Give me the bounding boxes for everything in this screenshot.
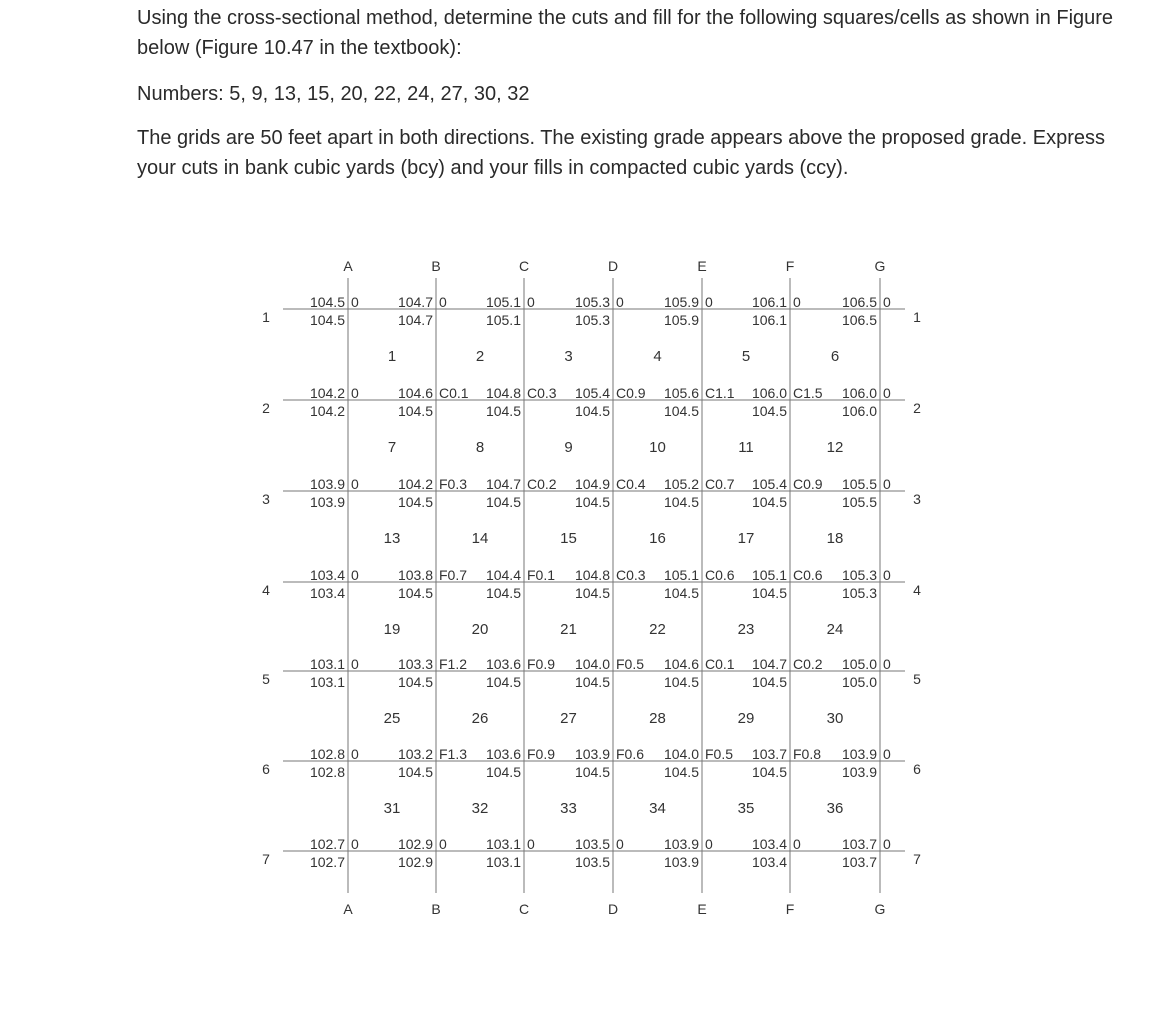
existing-elevation: 105.1 <box>663 567 699 583</box>
cell-number: 21 <box>560 621 577 638</box>
cell-number: 32 <box>471 800 489 817</box>
existing-elevation: 105.4 <box>751 476 787 492</box>
cell-number: 7 <box>387 439 397 456</box>
proposed-elevation: 103.9 <box>309 494 345 510</box>
proposed-elevation: 105.3 <box>841 585 877 601</box>
existing-elevation: 103.4 <box>309 567 345 583</box>
cell-number: 12 <box>826 439 844 456</box>
proposed-elevation: 104.5 <box>751 494 787 510</box>
cell-number: 22 <box>649 621 666 638</box>
proposed-elevation: 105.9 <box>663 312 699 328</box>
proposed-elevation: 105.3 <box>574 312 610 328</box>
row-label-left: 3 <box>262 491 270 507</box>
existing-elevation: 102.9 <box>397 836 433 852</box>
proposed-elevation: 106.1 <box>751 312 787 328</box>
cell-number: 28 <box>649 710 666 727</box>
row-label-right: 6 <box>913 761 921 777</box>
cut-fill-value: 0 <box>616 836 624 852</box>
existing-elevation: 102.8 <box>309 746 345 762</box>
proposed-elevation: 104.5 <box>663 403 699 419</box>
cut-fill-value: C1.5 <box>793 385 823 401</box>
proposed-elevation: 103.9 <box>841 764 877 780</box>
column-label-bottom: E <box>697 901 707 917</box>
cut-fill-value: C0.1 <box>705 656 735 672</box>
cell-number: 31 <box>383 800 401 817</box>
proposed-elevation: 104.2 <box>309 403 345 419</box>
proposed-elevation: 104.5 <box>397 674 433 690</box>
existing-elevation: 103.5 <box>574 836 610 852</box>
row-label-right: 1 <box>913 309 921 325</box>
existing-elevation: 105.9 <box>663 294 699 310</box>
proposed-elevation: 103.5 <box>574 854 610 870</box>
proposed-elevation: 104.5 <box>663 494 699 510</box>
column-label-top: E <box>697 258 707 274</box>
cell-number: 20 <box>471 621 489 638</box>
existing-elevation: 104.9 <box>574 476 610 492</box>
proposed-elevation: 103.1 <box>309 674 345 690</box>
cell-number: 34 <box>649 800 666 817</box>
existing-elevation: 105.5 <box>841 476 877 492</box>
existing-elevation: 104.4 <box>485 567 521 583</box>
cut-fill-value: 0 <box>883 656 891 672</box>
row-label-left: 1 <box>262 309 270 325</box>
cut-fill-value: 0 <box>439 294 447 310</box>
cut-fill-value: 0 <box>351 656 359 672</box>
cell-number: 18 <box>826 530 844 547</box>
row-label-left: 4 <box>262 582 270 598</box>
proposed-elevation: 104.5 <box>751 403 787 419</box>
existing-elevation: 103.6 <box>485 656 521 672</box>
cell-number: 4 <box>653 348 662 365</box>
cut-fill-value: F0.9 <box>527 746 556 762</box>
existing-elevation: 103.9 <box>663 836 699 852</box>
existing-elevation: 104.5 <box>309 294 345 310</box>
cell-number: 5 <box>741 348 751 365</box>
proposed-elevation: 103.9 <box>663 854 699 870</box>
cut-fill-value: F0.7 <box>439 567 468 583</box>
problem-numbers: Numbers: 5, 9, 13, 15, 20, 22, 24, 27, 30, 32 <box>137 83 530 105</box>
existing-elevation: 105.0 <box>841 656 877 672</box>
column-label-top: G <box>874 258 886 274</box>
column-label-top: A <box>343 258 353 274</box>
cut-fill-value: C0.3 <box>527 385 557 401</box>
row-label-right: 4 <box>913 582 921 598</box>
proposed-elevation: 103.4 <box>309 585 345 601</box>
existing-elevation: 104.7 <box>751 656 787 672</box>
cut-fill-value: 0 <box>705 294 713 310</box>
cut-fill-value: C0.7 <box>705 476 735 492</box>
column-label-bottom: F <box>785 901 795 917</box>
cell-number: 8 <box>475 439 485 456</box>
cut-fill-value: F0.9 <box>527 656 556 672</box>
cut-fill-value: 0 <box>883 567 891 583</box>
proposed-elevation: 104.5 <box>751 674 787 690</box>
proposed-elevation: 104.5 <box>574 764 610 780</box>
proposed-elevation: 104.5 <box>309 312 345 328</box>
cut-fill-value: F0.6 <box>616 746 645 762</box>
cut-fill-value: 0 <box>351 836 359 852</box>
existing-elevation: 105.2 <box>663 476 699 492</box>
row-label-left: 2 <box>262 400 270 416</box>
cut-fill-value: 0 <box>883 746 891 762</box>
cell-number: 14 <box>471 530 489 547</box>
existing-elevation: 104.0 <box>663 746 699 762</box>
proposed-elevation: 103.1 <box>485 854 521 870</box>
column-label-bottom: B <box>431 901 441 917</box>
existing-elevation: 104.6 <box>663 656 699 672</box>
existing-elevation: 103.7 <box>841 836 877 852</box>
cut-fill-value: F1.3 <box>439 746 468 762</box>
proposed-elevation: 104.5 <box>663 764 699 780</box>
cut-fill-value: C0.6 <box>793 567 823 583</box>
cell-number: 27 <box>560 710 577 727</box>
cell-number: 10 <box>649 439 666 456</box>
proposed-elevation: 104.5 <box>574 494 610 510</box>
cut-fill-value: 0 <box>883 294 891 310</box>
cut-fill-value: 0 <box>793 294 801 310</box>
cell-number: 17 <box>737 530 755 547</box>
existing-elevation: 106.1 <box>751 294 787 310</box>
existing-elevation: 103.1 <box>309 656 345 672</box>
proposed-elevation: 105.0 <box>841 674 877 690</box>
existing-elevation: 104.0 <box>574 656 610 672</box>
cut-fill-value: F0.8 <box>793 746 822 762</box>
existing-elevation: 106.0 <box>751 385 787 401</box>
cut-fill-value: C0.2 <box>527 476 557 492</box>
cell-number: 15 <box>560 530 577 547</box>
cell-number: 11 <box>738 439 754 456</box>
cut-fill-value: F0.1 <box>527 567 556 583</box>
existing-elevation: 104.6 <box>397 385 433 401</box>
problem-instructions: The grids are 50 feet apart in both directions. The existing grade appears above the proposed grade. Express your cuts in bank cubic yards (bcy) and your fills in compacted cubic yards (ccy). <box>137 127 1106 179</box>
cut-fill-value: C0.9 <box>793 476 823 492</box>
existing-elevation: 103.9 <box>841 746 877 762</box>
proposed-elevation: 104.5 <box>485 403 521 419</box>
proposed-elevation: 104.5 <box>574 585 610 601</box>
cut-fill-value: 0 <box>527 294 535 310</box>
cell-number: 25 <box>383 710 401 727</box>
cut-fill-value: 0 <box>793 836 801 852</box>
cut-fill-value: 0 <box>883 836 891 852</box>
proposed-elevation: 106.0 <box>841 403 877 419</box>
row-label-right: 5 <box>913 671 921 687</box>
cell-number: 24 <box>826 621 844 638</box>
row-label-right: 3 <box>913 491 921 507</box>
cut-fill-value: 0 <box>527 836 535 852</box>
column-label-bottom: C <box>518 901 530 917</box>
cell-number: 9 <box>564 439 573 456</box>
existing-elevation: 103.6 <box>485 746 521 762</box>
proposed-elevation: 105.1 <box>485 312 521 328</box>
cell-number: 1 <box>387 348 397 365</box>
cut-fill-value: C0.1 <box>439 385 469 401</box>
row-label-left: 7 <box>262 851 270 867</box>
proposed-elevation: 104.5 <box>397 494 433 510</box>
cut-fill-value: C0.9 <box>616 385 646 401</box>
column-label-top: C <box>518 258 530 274</box>
cut-fill-value: C1.1 <box>705 385 735 401</box>
proposed-elevation: 104.5 <box>485 494 521 510</box>
cell-number: 16 <box>649 530 666 547</box>
proposed-elevation: 103.4 <box>751 854 787 870</box>
existing-elevation: 105.3 <box>841 567 877 583</box>
cut-fill-value: 0 <box>705 836 713 852</box>
existing-elevation: 106.5 <box>841 294 877 310</box>
proposed-elevation: 104.5 <box>485 764 521 780</box>
cut-fill-value: 0 <box>883 476 891 492</box>
cell-number: 33 <box>560 800 577 817</box>
column-label-top: F <box>785 258 795 274</box>
existing-elevation: 106.0 <box>841 385 877 401</box>
proposed-elevation: 105.5 <box>841 494 877 510</box>
existing-elevation: 104.7 <box>485 476 521 492</box>
column-label-top: B <box>431 258 441 274</box>
column-label-bottom: G <box>874 901 886 917</box>
existing-elevation: 103.9 <box>309 476 345 492</box>
cut-fill-value: 0 <box>351 567 359 583</box>
cell-number: 26 <box>471 710 489 727</box>
cut-fill-value: F1.2 <box>439 656 468 672</box>
proposed-elevation: 102.7 <box>309 854 345 870</box>
proposed-elevation: 104.5 <box>485 674 521 690</box>
cut-fill-value: 0 <box>616 294 624 310</box>
cell-number: 30 <box>826 710 844 727</box>
proposed-elevation: 104.7 <box>397 312 433 328</box>
proposed-elevation: 104.5 <box>574 403 610 419</box>
cut-fill-value: C0.4 <box>616 476 646 492</box>
cut-fill-value: 0 <box>351 294 359 310</box>
cut-fill-value: 0 <box>351 385 359 401</box>
existing-elevation: 105.1 <box>485 294 521 310</box>
proposed-elevation: 104.5 <box>485 585 521 601</box>
cut-fill-value: F0.3 <box>439 476 468 492</box>
proposed-elevation: 104.5 <box>751 585 787 601</box>
existing-elevation: 104.8 <box>485 385 521 401</box>
cell-number: 3 <box>564 348 573 365</box>
existing-elevation: 104.2 <box>397 476 433 492</box>
cell-number: 6 <box>830 348 840 365</box>
proposed-elevation: 104.5 <box>663 674 699 690</box>
existing-elevation: 103.4 <box>751 836 787 852</box>
proposed-elevation: 104.5 <box>751 764 787 780</box>
existing-elevation: 103.7 <box>751 746 787 762</box>
existing-elevation: 105.6 <box>663 385 699 401</box>
cell-number: 19 <box>383 621 401 638</box>
cut-fill-value: 0 <box>883 385 891 401</box>
existing-elevation: 103.9 <box>574 746 610 762</box>
existing-elevation: 103.2 <box>397 746 433 762</box>
cut-fill-value: C0.2 <box>793 656 823 672</box>
existing-elevation: 105.1 <box>751 567 787 583</box>
proposed-elevation: 102.9 <box>397 854 433 870</box>
existing-elevation: 103.3 <box>397 656 433 672</box>
cell-number: 36 <box>826 800 844 817</box>
row-label-left: 5 <box>262 671 270 687</box>
existing-elevation: 102.7 <box>309 836 345 852</box>
cut-fill-value: 0 <box>351 746 359 762</box>
cut-fill-value: F0.5 <box>705 746 734 762</box>
proposed-elevation: 104.5 <box>397 764 433 780</box>
existing-elevation: 104.2 <box>309 385 345 401</box>
proposed-elevation: 104.5 <box>397 585 433 601</box>
cut-fill-value: C0.6 <box>705 567 735 583</box>
cut-fill-value: C0.3 <box>616 567 646 583</box>
proposed-elevation: 103.7 <box>841 854 877 870</box>
cell-number: 29 <box>737 710 755 727</box>
existing-elevation: 105.4 <box>574 385 610 401</box>
row-label-right: 2 <box>913 400 921 416</box>
cell-number: 23 <box>737 621 755 638</box>
column-label-top: D <box>607 258 619 274</box>
cut-fill-value: F0.5 <box>616 656 645 672</box>
proposed-elevation: 102.8 <box>309 764 345 780</box>
proposed-elevation: 104.5 <box>574 674 610 690</box>
cell-number: 35 <box>737 800 755 817</box>
existing-elevation: 104.8 <box>574 567 610 583</box>
row-label-right: 7 <box>913 851 921 867</box>
row-label-left: 6 <box>262 761 270 777</box>
proposed-elevation: 104.5 <box>663 585 699 601</box>
cut-fill-value: 0 <box>351 476 359 492</box>
existing-elevation: 104.7 <box>397 294 433 310</box>
proposed-elevation: 104.5 <box>397 403 433 419</box>
cut-fill-value: 0 <box>439 836 447 852</box>
existing-elevation: 105.3 <box>574 294 610 310</box>
column-label-bottom: A <box>343 901 353 917</box>
problem-intro: Using the cross-sectional method, determine the cuts and fill for the following squares/cells as shown in Figure below (Figure 10.47 in the textbook): <box>137 7 1114 59</box>
existing-elevation: 103.8 <box>397 567 433 583</box>
cell-number: 2 <box>475 348 485 365</box>
cell-number: 13 <box>383 530 401 547</box>
existing-elevation: 103.1 <box>485 836 521 852</box>
proposed-elevation: 106.5 <box>841 312 877 328</box>
column-label-bottom: D <box>607 901 619 917</box>
